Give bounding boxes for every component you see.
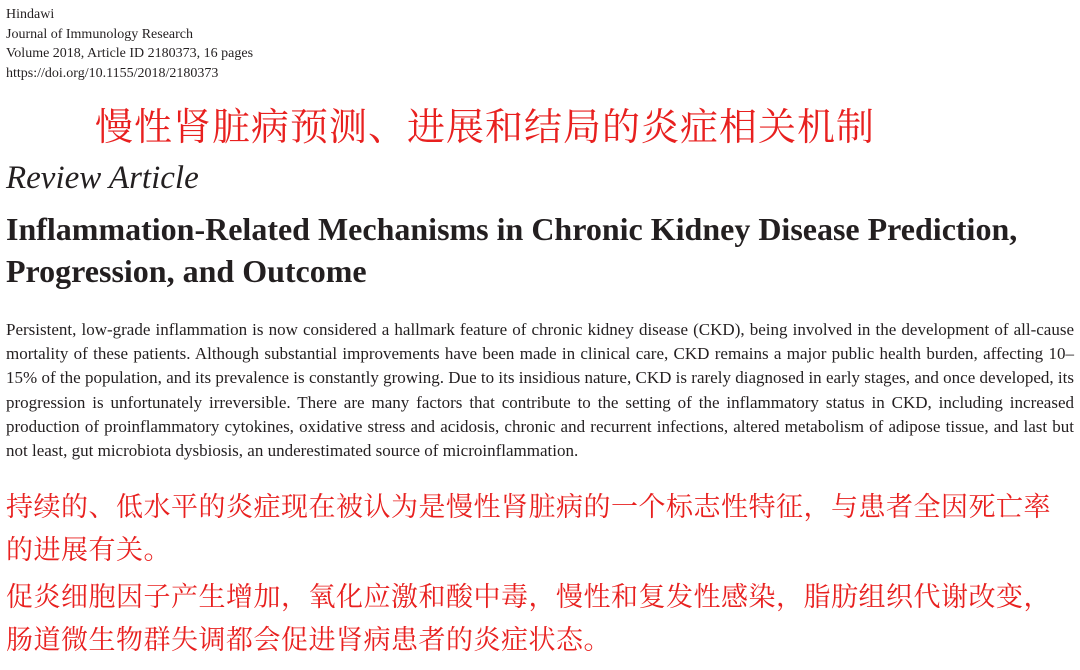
article-header [6, 5, 253, 83]
chinese-note-1: 持续的、低水平的炎症现在被认为是慢性肾脏病的一个标志性特征，与患者全因死亡率的进展有关。 [6, 492, 1051, 566]
abstract-text: Persistent, low-grade inflammation is now considered a hallmark feature of chronic kidney disease (CKD), being involved in the development of all-cause mortality of these patients. Although substantial improvements have been made in clinical care, CKD remains a major public health burden, affecting 10–15% of the population, and its prevalence is constantly growing. Due to its insidious nature, CKD is rarely diagnosed in early stages, and once developed, its progression is unfortunately irreversible. There are many factors that contribute to the setting of the inflammatory status in CKD, including increased production of proinflammatory cytokines, oxidative stress and acidosis, chronic and recurrent infections, altered metabolism of adipose tissue, and last but not least, gut microbiota dysbiosis, an underestimated source of microinflammation. [6, 320, 1074, 461]
volume-info: Volume 2018, Article ID 2180373, 16 pages [6, 46, 254, 61]
chinese-title: 慢性肾脏病预测、进展和结局的炎症相关机制 [94, 105, 875, 149]
doi-link[interactable]: https://doi.org/10.1155/2018/2180373 [6, 65, 219, 81]
journal-name: Journal of Immunology Research [6, 26, 194, 42]
publisher-name: Hindawi [6, 7, 55, 22]
chinese-note-2: 促炎细胞因子产生增加，氧化应激和酸中毒，慢性和复发性感染，脂肪组织代谢改变，肠道微生物群失调都会促进肾病患者的炎症状态。 [6, 582, 1051, 656]
article-type: Review Article [6, 160, 199, 196]
paper-title: Inflammation-Related Mechanisms in Chronic Kidney Disease Prediction, Progression, and Outcome [6, 211, 1018, 289]
